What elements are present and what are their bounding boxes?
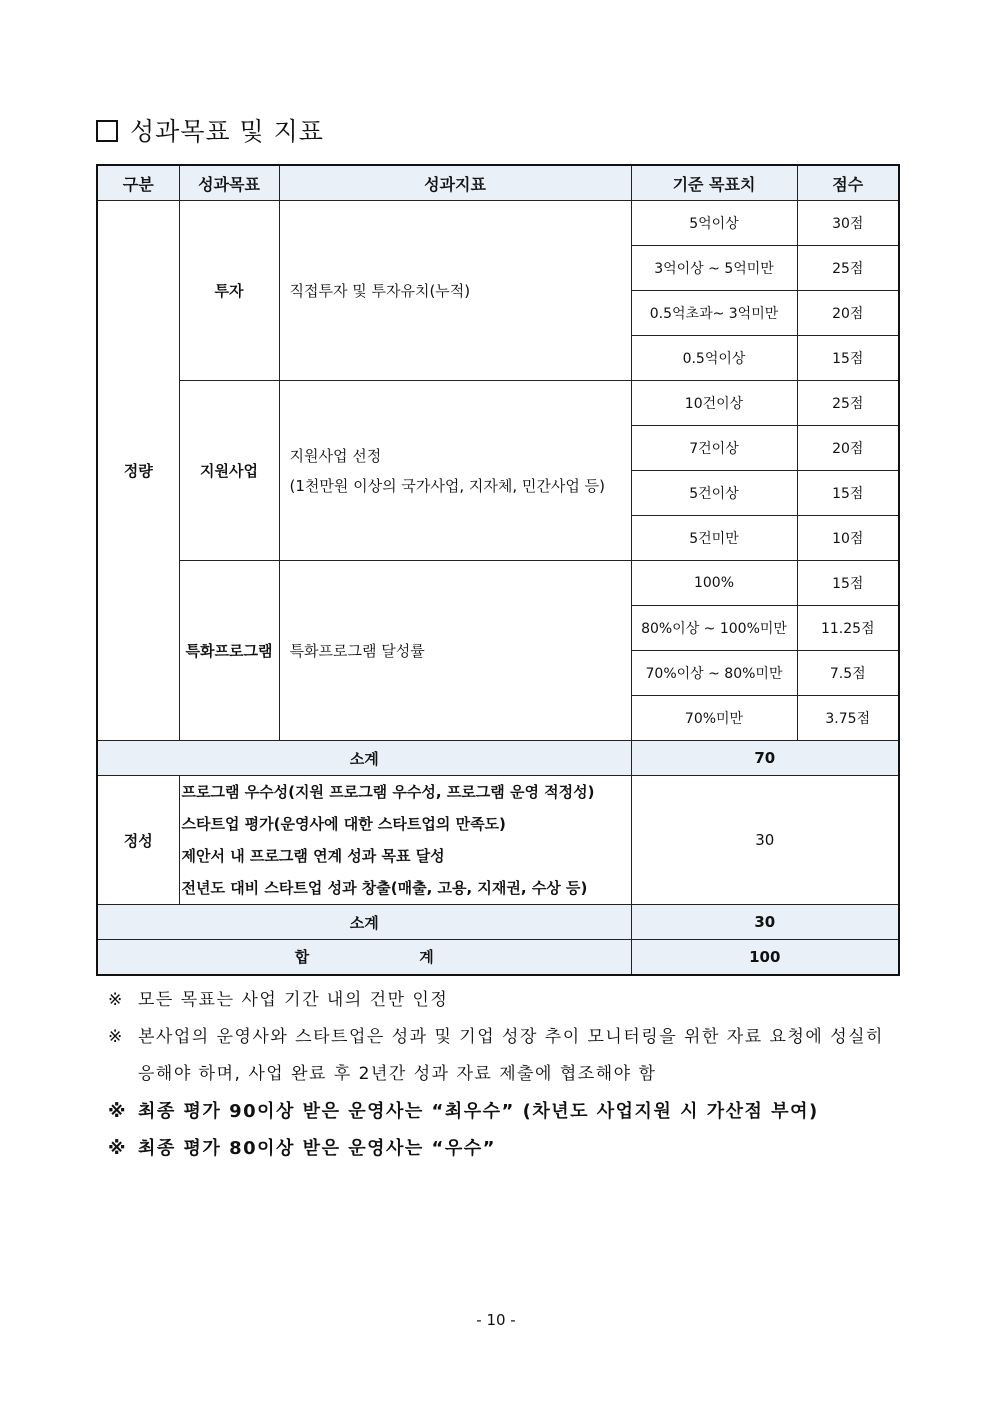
target-cell: 5건미만 [631,516,797,561]
header-category: 구분 [97,165,179,201]
note-text: 최종 평가 80이상 받은 운영사는 “우수” [138,1138,496,1159]
indicator-line: 직접투자 및 투자유치(누적) [289,282,471,300]
qual-item: 스타트업 평가(운영사에 대한 스타트업의 만족도) [181,815,506,833]
table-row [97,381,899,426]
target-cell: 10건이상 [631,381,797,426]
qual-items [179,776,631,905]
note-text: 최종 평가 90이상 받은 운영사는 “최우수” (차년도 사업지원 시 가산점 부여) [138,1101,819,1122]
subtotal-row-quant [97,741,899,776]
total-label-1: 합 [294,948,310,967]
table-row [97,561,899,606]
subtotal-value: 70 [631,741,899,776]
score-cell: 25점 [797,246,899,291]
indicator-cell [279,201,631,381]
target-cell: 100% [631,561,797,606]
score-cell: 20점 [797,426,899,471]
total-label [97,940,631,975]
qual-score: 30 [631,776,899,905]
subtotal-label: 소계 [97,905,631,940]
subtotal-row-qual [97,905,899,940]
total-value: 100 [631,940,899,975]
indicator-line: 지원사업 선정 [289,446,382,465]
score-cell: 15점 [797,336,899,381]
target-cell: 5억이상 [631,201,797,246]
reference-mark-icon: ※ [108,1027,124,1047]
category-qual: 정성 [97,776,179,905]
header-score: 점수 [797,165,899,201]
note-item [108,1093,908,1130]
score-cell: 15점 [797,471,899,516]
target-cell: 5건이상 [631,471,797,516]
qual-item: 전년도 대비 스타트업 성과 창출(매출, 고용, 지재권, 수상 등) [181,879,588,897]
page-title [96,112,324,148]
header-goal: 성과목표 [179,165,279,201]
header-indicator: 성과지표 [279,165,631,201]
subtotal-value: 30 [631,905,899,940]
reference-mark-icon: ※ [108,1101,127,1122]
reference-mark-icon: ※ [108,1138,127,1159]
target-cell: 0.5억초과~ 3억미만 [631,291,797,336]
notes-section [108,982,908,1167]
page-title-text: 성과목표 및 지표 [130,117,324,146]
target-cell: 7건이상 [631,426,797,471]
note-item [108,982,908,1019]
checkbox-square-icon [96,120,118,142]
score-cell: 10점 [797,516,899,561]
indicator-line: 특화프로그램 달성률 [289,642,425,660]
indicator-cell [279,561,631,741]
note-text: 모든 목표는 사업 기간 내의 건만 인정 [138,990,449,1010]
qual-row [97,776,899,905]
score-cell: 15점 [797,561,899,606]
qual-item: 제안서 내 프로그램 연계 성과 목표 달성 [181,847,445,865]
goal-cell: 투자 [179,201,279,381]
performance-table [96,164,900,976]
note-text: 본사업의 운영사와 스타트업은 성과 및 기업 성장 추이 모니터링을 위한 자료 요청에 성실히 응해야 하며, 사업 완료 후 2년간 성과 자료 제출에 협조해야 함 [138,1027,884,1084]
target-cell: 80%이상 ~ 100%미만 [631,606,797,651]
goal-cell: 지원사업 [179,381,279,561]
score-cell: 7.5점 [797,651,899,696]
score-cell: 3.75점 [797,696,899,741]
score-cell: 20점 [797,291,899,336]
score-cell: 11.25점 [797,606,899,651]
target-cell: 3억이상 ~ 5억미만 [631,246,797,291]
score-cell: 25점 [797,381,899,426]
table-row [97,201,899,246]
target-cell: 70%이상 ~ 80%미만 [631,651,797,696]
target-cell: 70%미만 [631,696,797,741]
total-row [97,940,899,975]
indicator-line: (1천만원 이상의 국가사업, 지자체, 민간사업 등) [289,476,605,495]
subtotal-label: 소계 [97,741,631,776]
page-number: - 10 - [476,1311,516,1329]
goal-cell: 특화프로그램 [179,561,279,741]
score-cell: 30점 [797,201,899,246]
indicator-cell [279,381,631,561]
table-header-row [97,165,899,201]
total-label-2: 계 [419,948,434,967]
note-item [108,1019,908,1093]
note-item [108,1130,908,1167]
header-target: 기준 목표치 [631,165,797,201]
reference-mark-icon: ※ [108,990,124,1010]
target-cell: 0.5억이상 [631,336,797,381]
category-quant: 정량 [97,201,179,741]
qual-item: 프로그램 우수성(지원 프로그램 우수성, 프로그램 운영 적정성) [181,783,595,801]
